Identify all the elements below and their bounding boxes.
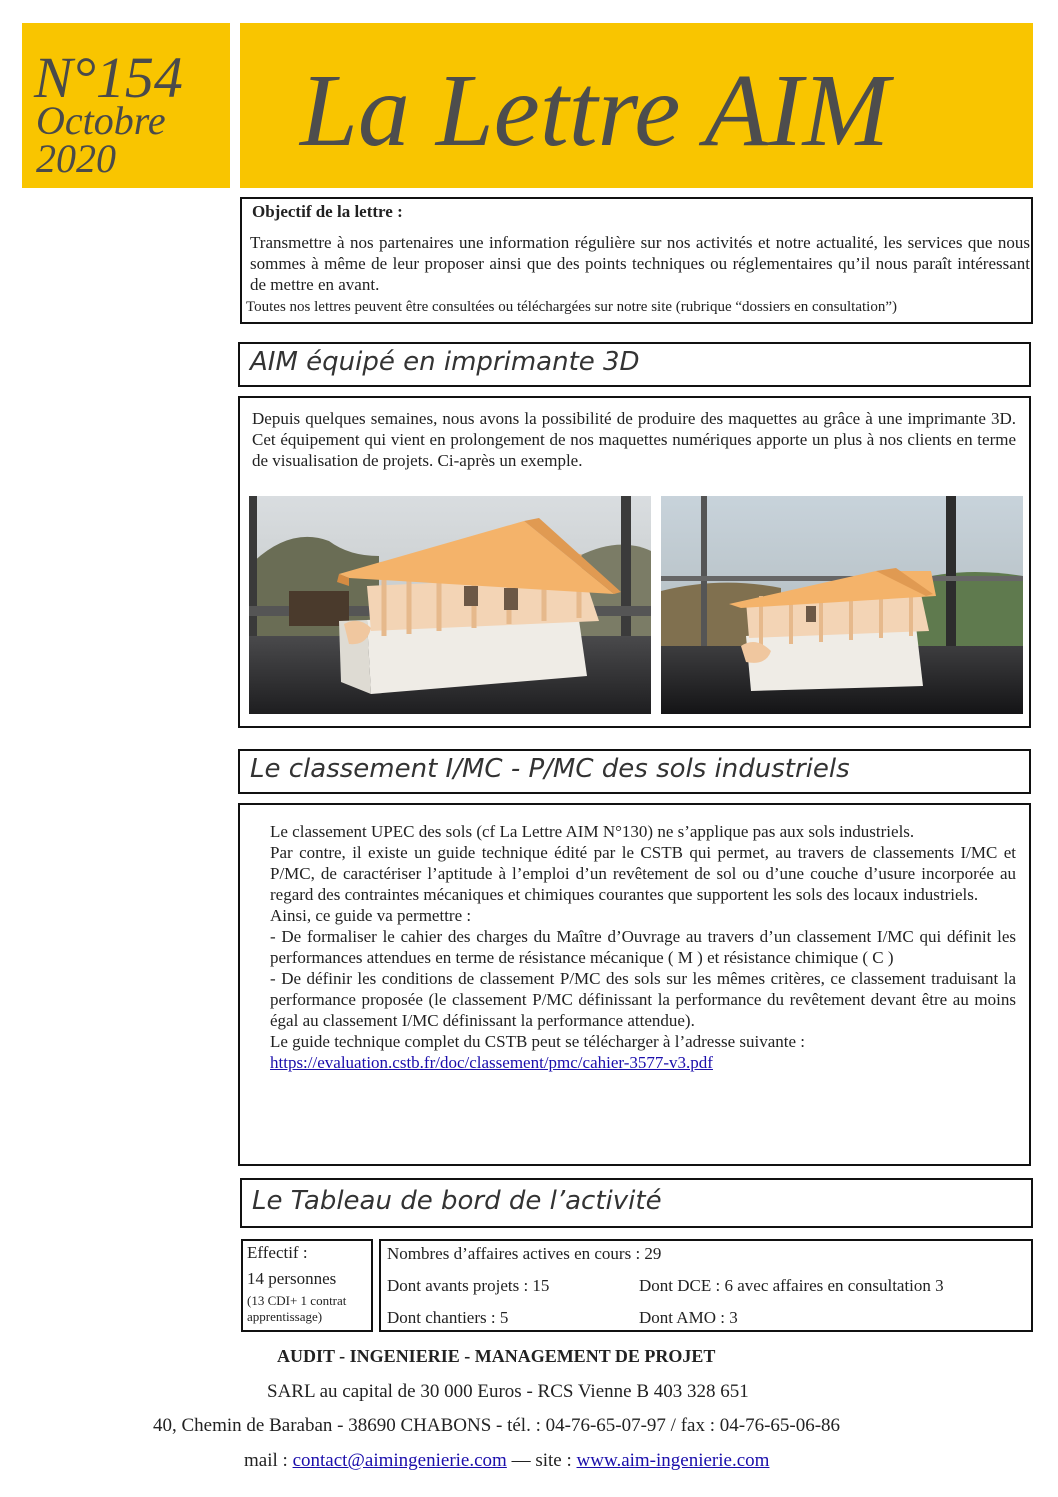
footer-tagline: AUDIT - INGENIERIE - MANAGEMENT DE PROJET bbox=[277, 1346, 716, 1366]
section-classement-title: Le classement I/MC - P/MC des sols industriels bbox=[250, 754, 850, 784]
section-3d-text: Depuis quelques semaines, nous avons la possibilité de produire des maquettes au grâce à une imprimante 3D. Cet équipement qui vient en prolongement de nos maquettes numériques apporte un plus à nos clients en terme de visualisation de projets. Ci-après un exemple. bbox=[252, 409, 1016, 470]
avant-projets-count: Dont avants projets : 15 bbox=[387, 1276, 550, 1295]
chantiers-count: Dont chantiers : 5 bbox=[387, 1308, 509, 1327]
section-3d-title: AIM équipé en imprimante 3D bbox=[250, 347, 640, 377]
effectif-value: 14 personnes bbox=[247, 1269, 337, 1288]
section-classement-heading bbox=[238, 749, 1031, 794]
section-3d-box bbox=[238, 396, 1031, 728]
title-banner bbox=[240, 23, 1033, 188]
site-label: — site : bbox=[506, 1450, 577, 1471]
paragraph: - De définir les conditions de classement P/MC des sols sur les mêmes critères, ce classement traduisant la performance proposée (le classement P/MC définissant la performance du revêtement devant être au moins égal au classement I/MC définissant la performance attendue). bbox=[270, 969, 1016, 1030]
site-link[interactable]: www.aim-ingenierie.com bbox=[576, 1450, 770, 1471]
section-classement-box bbox=[238, 803, 1031, 1166]
affaires-count: Nombres d’affaires actives en cours : 29 bbox=[387, 1244, 662, 1263]
paragraph: Le classement UPEC des sols (cf La Lettre AIM N°130) ne s’applique pas aux sols industriels. bbox=[270, 822, 915, 841]
section-3d-heading bbox=[238, 342, 1031, 387]
paragraph: - De formaliser le cahier des charges du Maître d’Ouvrage au travers d’un classement I/MC qui définit les performances attendues en terme de résistance mécanique ( M ) et résistance chimique ( C ) bbox=[270, 927, 1016, 967]
effectif-label: Effectif : bbox=[247, 1243, 308, 1262]
footer-contact-line bbox=[244, 1450, 769, 1472]
photo-3d-model-front bbox=[249, 496, 651, 714]
issue-year: 2020 bbox=[36, 136, 116, 181]
issue-month: Octobre bbox=[36, 98, 166, 143]
dce-count: Dont DCE : 6 avec affaires en consultation 3 bbox=[639, 1276, 944, 1295]
section-classement-text bbox=[270, 821, 1016, 1073]
objective-note: Toutes nos lettres peuvent être consultées ou téléchargées sur notre site (rubrique “dossiers en consultation”) bbox=[246, 299, 897, 315]
effectif-detail: (13 CDI+ 1 contrat apprentissage) bbox=[247, 1293, 347, 1324]
issue-box bbox=[22, 23, 230, 188]
photo-3d-model-side bbox=[661, 496, 1023, 714]
section-dashboard-title: Le Tableau de bord de l’activité bbox=[252, 1186, 662, 1216]
effectif-box bbox=[241, 1239, 373, 1332]
objective-box bbox=[240, 197, 1033, 324]
cstb-guide-link[interactable]: https://evaluation.cstb.fr/doc/classement/pmc/cahier-3577-v3.pdf bbox=[270, 1053, 713, 1072]
section-dashboard-heading bbox=[240, 1178, 1033, 1228]
objective-text: Transmettre à nos partenaires une information régulière sur nos activités et notre actualité, les services que nous sommes à même de leur proposer ainsi que des points techniques ou réglementaires qu’il nous paraît intéressant de mettre en avant. bbox=[250, 233, 1030, 294]
activity-box bbox=[379, 1239, 1033, 1332]
paragraph: Le guide technique complet du CSTB peut se télécharger à l’adresse suivante : bbox=[270, 1032, 806, 1051]
paragraph: Par contre, il existe un guide technique édité par le CSTB qui permet, au travers de classements I/MC et P/MC, de caractériser l’aptitude à l’emploi d’un revêtement de sol ou d’une couche d’usure incorporée au regard des contraintes mécaniques et chimiques courantes que supportent les sols des locaux industriels. bbox=[270, 843, 1016, 904]
page-title: La Lettre AIM bbox=[300, 53, 890, 168]
amo-count: Dont AMO : 3 bbox=[639, 1308, 738, 1327]
footer-company: SARL au capital de 30 000 Euros - RCS Vienne B 403 328 651 bbox=[267, 1381, 749, 1402]
paragraph: Ainsi, ce guide va permettre : bbox=[270, 906, 472, 925]
mail-link[interactable]: contact@aimingenierie.com bbox=[292, 1450, 507, 1471]
mail-label: mail : bbox=[244, 1450, 293, 1471]
footer-address: 40, Chemin de Baraban - 38690 CHABONS - tél. : 04-76-65-07-97 / fax : 04-76-65-06-86 bbox=[153, 1415, 841, 1436]
issue-number: N°154 bbox=[34, 45, 183, 110]
objective-title: Objectif de la lettre : bbox=[252, 202, 403, 221]
